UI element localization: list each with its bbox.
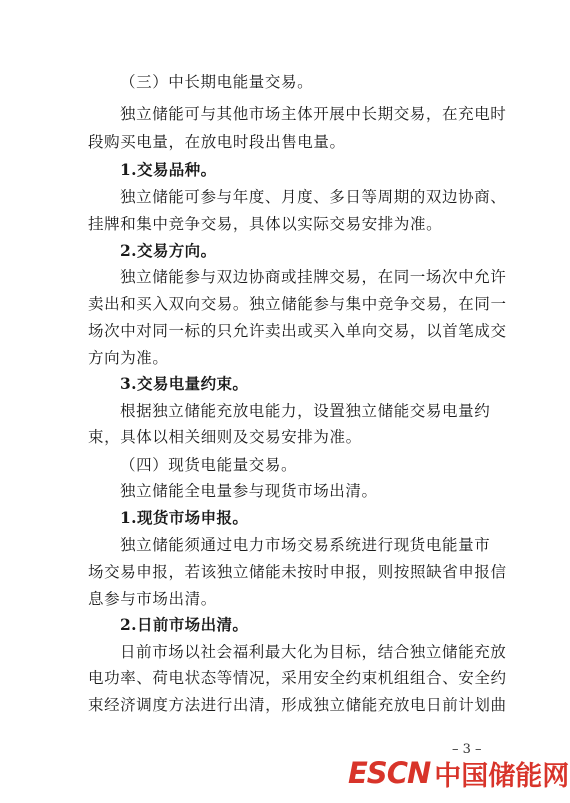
subheading-trade-direction: 2.交易方向。 xyxy=(120,241,217,260)
subheading-spot-bidding: 1.现货市场申报。 xyxy=(120,508,249,527)
paragraph-line: 挂牌和集中竞争交易，具体以实际交易安排为准。 xyxy=(88,215,443,233)
paragraph-line: 场次中对同一标的只允许卖出或买入单向交易，以首笔成交 xyxy=(88,322,507,340)
paragraph-line: 息参与市场出清。 xyxy=(88,590,217,608)
paragraph-line: 束，具体以相关细则及交易安排为准。 xyxy=(88,428,362,446)
subheading-trade-types: 1.交易品种。 xyxy=(120,160,217,179)
subheading-volume-constraint: 3.交易电量约束。 xyxy=(120,374,249,393)
page-number: – 3 – xyxy=(452,742,482,757)
paragraph-line: 独立储能可与其他市场主体开展中长期交易，在充电时 xyxy=(120,105,507,123)
paragraph-line: 方向为准。 xyxy=(88,349,169,367)
subheading-day-ahead-clearing: 2.日前市场出清。 xyxy=(120,615,249,634)
paragraph-line: 根据独立储能充放电能力，设置独立储能交易电量约 xyxy=(120,402,491,420)
paragraph-line: 独立储能可参与年度、月度、多日等周期的双边协商、 xyxy=(120,188,507,206)
section-heading-3: （三）中长期电能量交易。 xyxy=(120,73,314,91)
section-heading-4: （四）现货电能量交易。 xyxy=(120,456,298,474)
paragraph-line: 束经济调度方法进行出清，形成独立储能充放电日前计划曲 xyxy=(88,696,507,714)
paragraph-line: 卖出和买入双向交易。独立储能参与集中竞争交易，在同一 xyxy=(88,295,507,313)
paragraph-line: 电功率、荷电状态等情况，采用安全约束机组组合、安全约 xyxy=(88,669,507,687)
paragraph-line: 独立储能须通过电力市场交易系统进行现货电能量市 xyxy=(120,536,491,554)
paragraph-line: 独立储能全电量参与现货市场出清。 xyxy=(120,482,378,500)
paragraph-line: 段购买电量，在放电时段出售电量。 xyxy=(88,133,346,151)
escn-watermark-logo xyxy=(348,756,570,792)
watermark-cjk: 中国储能网 xyxy=(434,760,570,792)
watermark-latin: ESCN xyxy=(348,756,431,790)
paragraph-line: 场交易申报，若该独立储能未按时申报，则按照缺省申报信 xyxy=(88,563,507,581)
paragraph-line: 日前市场以社会福利最大化为目标，结合独立储能充放 xyxy=(120,643,507,661)
paragraph-line: 独立储能参与双边协商或挂牌交易，在同一场次中允许 xyxy=(120,268,507,286)
